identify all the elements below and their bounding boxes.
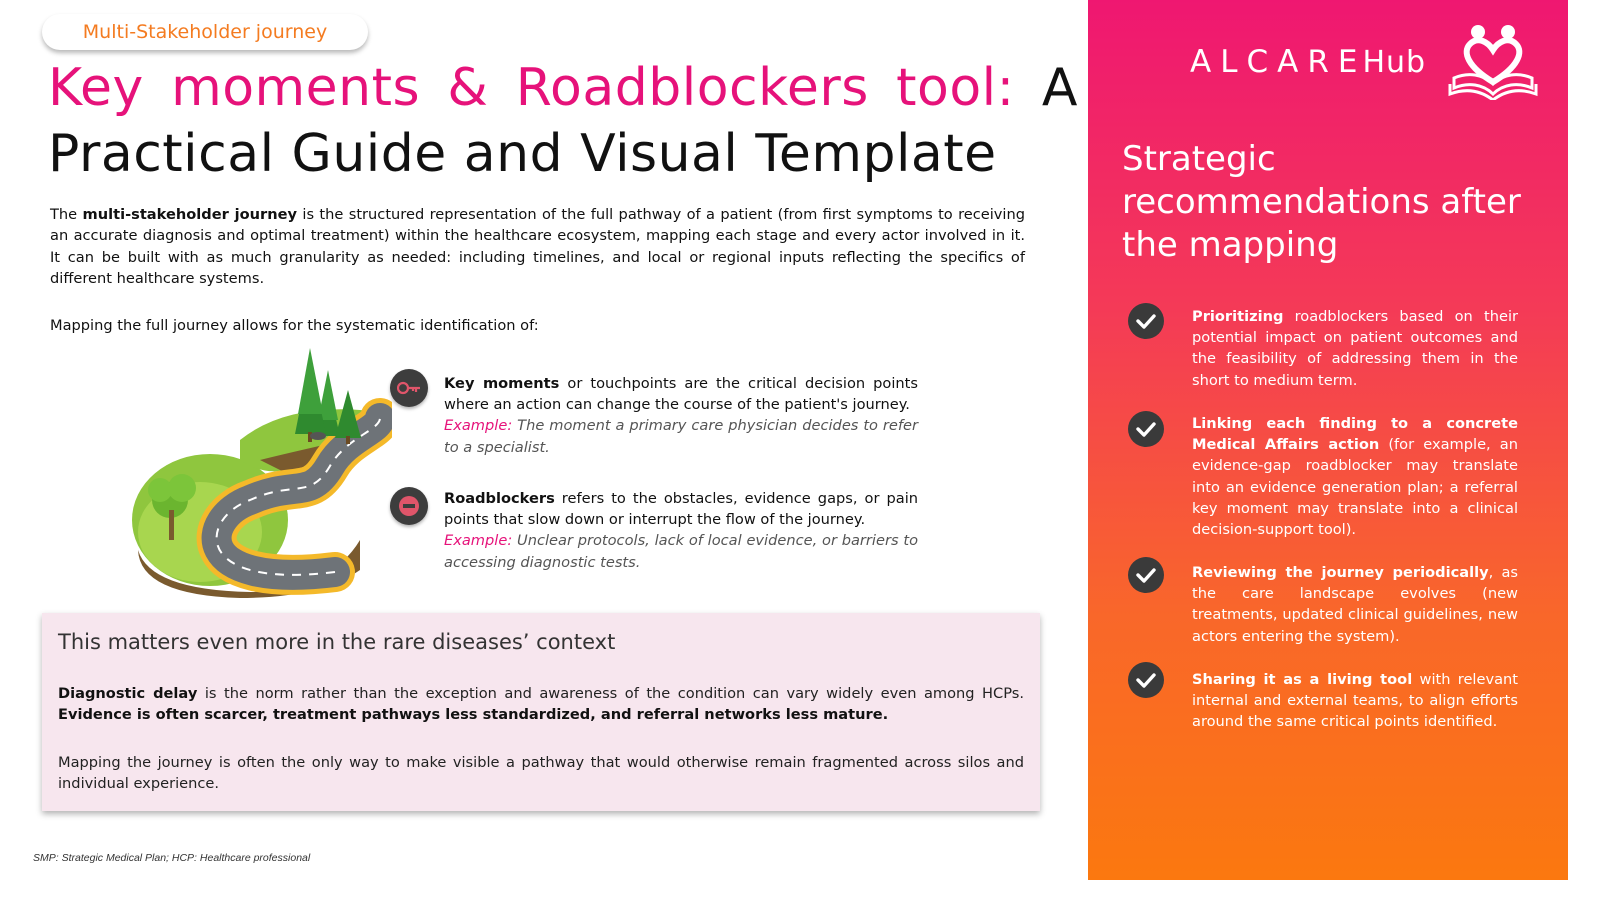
title-word: & — [447, 58, 489, 118]
roadblockers-term: Roadblockers — [444, 490, 555, 507]
example-label: Example: — [444, 532, 513, 550]
intro-rest: is the structured representation of the full pathway of a patient (from first symptoms to receiving an accurate diagnosis and optimal treatment) within the healthcare ecosystem, mapping each stage and every actor involved in it. It can be built with as much granularity as needed: including timelines, and local or regional inputs reflecting the specifics of different healthcare systems. — [50, 206, 1025, 287]
title-word: moments — [171, 58, 421, 118]
check-icon — [1128, 662, 1164, 698]
recommendation-item — [1192, 306, 1518, 391]
recommendations-panel — [1088, 0, 1568, 880]
recommendation-bold: Prioritizing — [1192, 308, 1284, 325]
page-title — [48, 55, 1078, 187]
recommendation-bold: Sharing it as a living tool — [1192, 671, 1413, 688]
example-label: Example: — [444, 417, 513, 435]
recommendation-bold: Linking each finding to a concrete Medical Affairs action — [1192, 415, 1518, 454]
roadblockers-text — [444, 488, 918, 573]
context-title: This matters even more in the rare diseases’ context — [58, 630, 616, 654]
recommendation-text: with relevant internal and external teams, to align efforts around the same critical points identified. — [1192, 671, 1519, 731]
brand-logo-icon — [1448, 22, 1538, 100]
panel-heading: Strategic recommendations after the mapping — [1122, 139, 1521, 265]
section-tag: Multi-Stakeholder journey — [42, 14, 368, 50]
brand-wordmark — [1190, 44, 1426, 80]
key-moments-text — [444, 373, 918, 458]
brand-hub: Hub — [1362, 44, 1427, 80]
context-paragraph-2: Mapping the journey is often the only way to make visible a pathway that would otherwise remain fragmented across silos and individual experience. — [58, 754, 1024, 792]
recommendation-text: (for example, an evidence-gap roadblocker may translate into an evidence generation plan; a referral key moment may translate into a clinical decision-support tool). — [1192, 436, 1518, 539]
context-box — [42, 613, 1040, 811]
brand-name: ALCARE — [1190, 44, 1367, 80]
intro-pre: The — [50, 206, 83, 223]
check-icon — [1128, 303, 1164, 339]
recommendation-item — [1192, 669, 1518, 733]
context-bold-1: Diagnostic delay — [58, 685, 198, 702]
roadblockers-def: refers to the obstacles, evidence gaps, or pain points that slow down or interrupt the flow of the journey. — [444, 490, 918, 529]
check-icon — [1128, 557, 1164, 593]
context-text-1: is the norm rather than the exception and awareness of the condition can vary widely even among HCPs. — [197, 685, 1024, 702]
check-icon — [1128, 411, 1164, 447]
title-word: Key — [48, 58, 144, 118]
title-word: A — [1041, 58, 1078, 118]
context-bold-2: Evidence is often scarcer, treatment pathways less standardized, and referral networks less mature. — [58, 706, 889, 723]
title-line-1 — [48, 55, 1078, 121]
recommendation-item — [1192, 562, 1518, 647]
recommendation-bold: Reviewing the journey periodically — [1192, 564, 1489, 581]
context-paragraph-1 — [58, 683, 1024, 725]
title-line-2: Practical Guide and Visual Template — [48, 124, 997, 184]
intro-bold: multi-stakeholder journey — [82, 206, 298, 223]
title-word: Roadblockers — [515, 58, 869, 118]
key-icon — [390, 369, 428, 407]
recommendation-text: , as the care landscape evolves (new treatments, updated clinical guidelines, new actors entering the system). — [1192, 564, 1519, 645]
roadblockers-example: Unclear protocols, lack of local evidence, or barriers to accessing diagnostic tests. — [444, 532, 918, 571]
key-moments-term: Key moments — [444, 375, 560, 392]
footnote: SMP: Strategic Medical Plan; HCP: Healthcare professional — [33, 852, 311, 864]
key-moments-example: The moment a primary care physician decides to refer to a specialist. — [444, 417, 918, 456]
mapping-lead: Mapping the full journey allows for the systematic identification of: — [50, 317, 539, 334]
key-moments-def: or touchpoints are the critical decision points where an action can change the course of the patient's journey. — [444, 375, 918, 414]
recommendation-item — [1192, 413, 1518, 540]
recommendation-text: roadblockers based on their potential impact on patient outcomes and the feasibility of addressing them in the short to medium term. — [1192, 308, 1518, 389]
no-entry-icon — [390, 487, 428, 525]
road-illustration — [130, 340, 392, 598]
intro-paragraph — [50, 204, 1025, 289]
title-word: tool: — [896, 58, 1015, 118]
